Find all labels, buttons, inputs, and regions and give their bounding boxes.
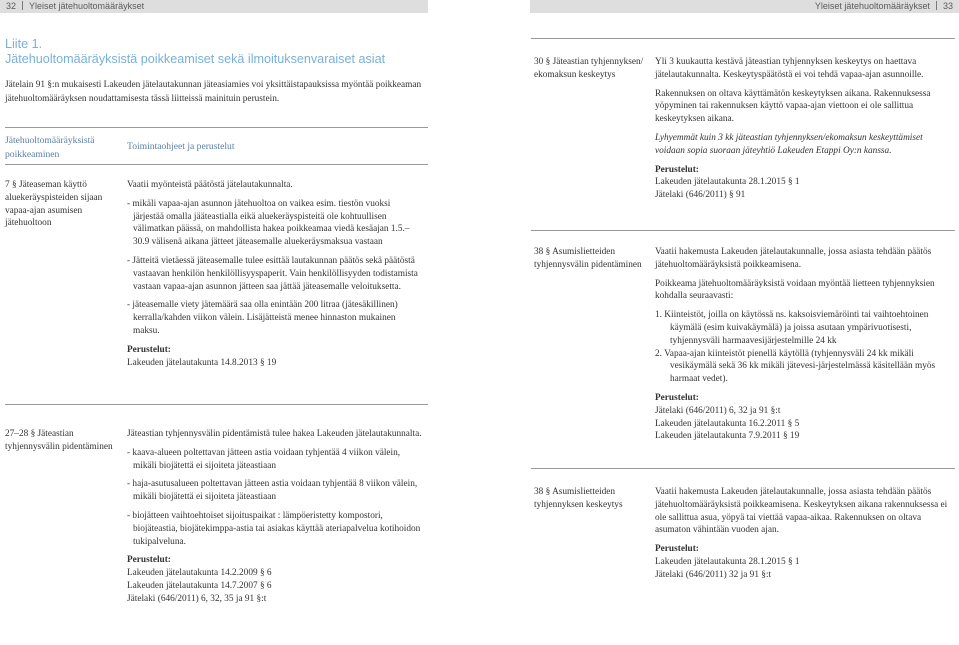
divider (5, 127, 428, 128)
header-title-left: Yleiset jätehuoltomääräykset (29, 1, 145, 11)
numbered-list (655, 309, 953, 386)
reference-line: Lakeuden jätelautakunta 16.2.2011 § 5 (655, 418, 800, 429)
rationale-label: Perustelut: (655, 392, 699, 403)
instruction-item: - mikäli vapaa-ajan asunnon jätehuoltoa on vaikea esim. tiestön vuoksi järjestää omalla jääteastialla eikä aluekeräyspisteitä ole kohtuullisen välimatkan päässä, on mahdollista hakea poikkeamaa viedä kesäajan 1.5.–30.9 välisenä aikana jätteet jäteasemalle aluekeräysmaksua vastaan (127, 198, 410, 248)
row-content (655, 246, 953, 449)
page-header-left (0, 0, 428, 13)
header-title-right: Yleiset jätehuoltomääräykset (814, 1, 930, 11)
divider (531, 230, 955, 231)
row-title: 30 § Jäteastian tyhjennyksen/ ekomaksun keskeytys (534, 57, 644, 80)
reference-line: Lakeuden jätelautakunta 14.7.2007 § 6 (127, 580, 272, 591)
paragraph: Vaatii myönteistä päätöstä jätelautakunnalta. (127, 180, 293, 190)
reference-line: Jätelaki (646/2011) 6, 32 ja 91 §:t (655, 405, 781, 416)
paragraph: Vaatii hakemusta Lakeuden jätelautakunnalle, jossa asiasta tehdään päätös jätehuoltomääräyksistä poikkeamisena. Keskeytyksen aikana rakennuksessa ei ole sallittua asua, yöpyä tai viettää vapaa-aikaa. Rakennuksen on oltava asumaton vähintään vuoden ajan. (655, 487, 948, 536)
column-header-instructions: Toimintaohjeet ja perustelut (127, 141, 235, 152)
instruction-item: - Jätteitä vietäessä jäteasemalle tulee esittää lautakunnan päätös sekä päätöstä vastaavan henkilön henkilöllisyyspaperit. Vain henkilöllisyyden todistamista vastaan vapaa-ajan asunnon jätteen saa jättää jäteasemalle veloituksetta. (127, 255, 418, 292)
row-content (127, 428, 422, 612)
divider (531, 38, 955, 39)
row-content (655, 486, 953, 588)
appendix-title (5, 37, 425, 67)
page-header-right (530, 0, 959, 13)
rationale-label: Perustelut: (655, 164, 699, 175)
rationale-label: Perustelut: (127, 344, 171, 355)
row-content (127, 179, 422, 375)
rationale-label: Perustelut: (655, 544, 699, 555)
page-number-right: 33 (942, 1, 953, 11)
column-header-exception: Jätehuoltomääräyksistä poikkeaminen (5, 135, 95, 160)
divider (5, 164, 428, 165)
appendix-label: Liite 1. (5, 37, 43, 51)
paragraph: Vaatii hakemusta Lakeuden jätelautakunnalle, jossa asiasta tehdään päätös jätehuoltomääräyksistä poikkeamisena. (655, 247, 932, 270)
divider (5, 404, 428, 405)
intro-paragraph: Jätelain 91 §:n mukaisesti Lakeuden jätelautakunnan jäteasiamies voi yksittäistapauksissa myöntää poikkeaman jätehuoltomääräyksen noudattamisesta tässä liitteissä mainituin perustein. (5, 80, 422, 104)
paragraph: Rakennuksen on oltava käyttämätön keskeytyksen aikana. Rakennuksessa yöpyminen tai rakennuksen käyttö vapaa-ajan viettoon ei ole sallittua keskeytyksen aikana. (655, 88, 931, 125)
note-italic: Lyhyemmät kuin 3 kk jäteastian tyhjennyksen/ekomaksun keskeyttämiset voidaan sopia suoraan jäteyhtiö Lakeuden Etappi Oy:n kanssa. (655, 132, 923, 156)
paragraph: Lakeuden jätelautakunta 14.8.2013 § 19 (127, 357, 277, 368)
reference-line: Lakeuden jätelautakunta 28.1.2015 § 1 (655, 177, 800, 188)
paragraph: Lakeuden jätelautakunta 7.9.2011 § 19 (655, 431, 800, 442)
divider (531, 468, 955, 469)
row-title: 7 § Jäteaseman käyttö aluekeräyspisteiden sijaan vapaa-ajan asumisen jätehuoltoon (5, 180, 103, 229)
instruction-item: - haja-asutusalueen poltettavan jätteen astia voidaan tyhjentää 8 viikon välein, mikäli biojätettä ei sijoiteta jäteastiaan (127, 479, 418, 503)
list-item: 2. Vapaa-ajan kiinteistöt pienellä käytöllä (tyhjennysväli 24 kk mikäli vesikäymälä sekä 36 kk mikäli jätevesi-järjestelmässä käsitellään myös harmaat vedet). (655, 348, 936, 385)
rationale-label: Perustelut: (127, 555, 171, 566)
instruction-item: - biojätteen vaihtoehtoiset sijoituspaikat : lämpöeristetty kompostori, biojäteastia, biojätekimppa-astia tai asiakas käyttää ateriapalvelua kotihoidon tukipalveluna. (127, 510, 421, 547)
appendix-heading: Jätehuoltomääräyksistä poikkeamiset sekä ilmoituksenvaraiset asiat (5, 52, 386, 66)
page-number-left: 32 (6, 1, 17, 11)
row-content (655, 56, 953, 208)
paragraph: Poikkeama jätehuoltomääräyksistä voidaan myöntää lietteen tyhjennyksien kohdalla seuraavasti: (655, 278, 935, 302)
paragraph: Jätelaki (646/2011) 32 ja 91 §:t (655, 569, 772, 580)
paragraph: Jäteastian tyhjennysvälin pidentämistä tulee hakea Lakeuden jätelautakunnalta. (127, 429, 422, 439)
paragraph: Yli 3 kuukautta kestävä jäteastian tyhjennyksen keskeytys on haettava jätelautakunnalta. Keskeytyspäätöstä ei voi tehdä vapaa-ajan asunnoille. (655, 57, 924, 80)
paragraph: Jätelaki (646/2011) § 91 (655, 190, 746, 201)
instruction-item: - kaava-alueen poltettavan jätteen astia voidaan tyhjentää 4 viikon välein, mikäli biojätettä ei sijoiteta jäteastiaan (127, 447, 401, 471)
row-title: 38 § Asumislietteiden tyhjennyksen keskeytys (534, 487, 623, 510)
list-item: 1. Kiinteistöt, joilla on käytössä ns. kaksoisviemäröinti tai vaihtoehtoinen käymälä (esim kuivakäymälä) ja joissa asutaan ympärivuotisesti, tyhjennysväli harmaavesijärjestelmille 24 kk (655, 310, 929, 346)
row-title: 27–28 § Jäteastian tyhjennysvälin pidentäminen (5, 429, 113, 452)
reference-line: Lakeuden jätelautakunta 28.1.2015 § 1 (655, 556, 800, 567)
row-title: 38 § Asumislietteiden tyhjennysvälin pidentäminen (534, 247, 642, 270)
instruction-item: - jäteasemalle viety jätemäärä saa olla enintään 200 litraa (jätesäkillinen) kerralla/kahden viikon välein. Lisäjätteistä menee hinnaston mukainen maksu. (127, 300, 398, 336)
paragraph: Jätelaki (646/2011) 6, 32, 35 ja 91 §:t (127, 593, 267, 604)
reference-line: Lakeuden jätelautakunta 14.2.2009 § 6 (127, 568, 272, 579)
